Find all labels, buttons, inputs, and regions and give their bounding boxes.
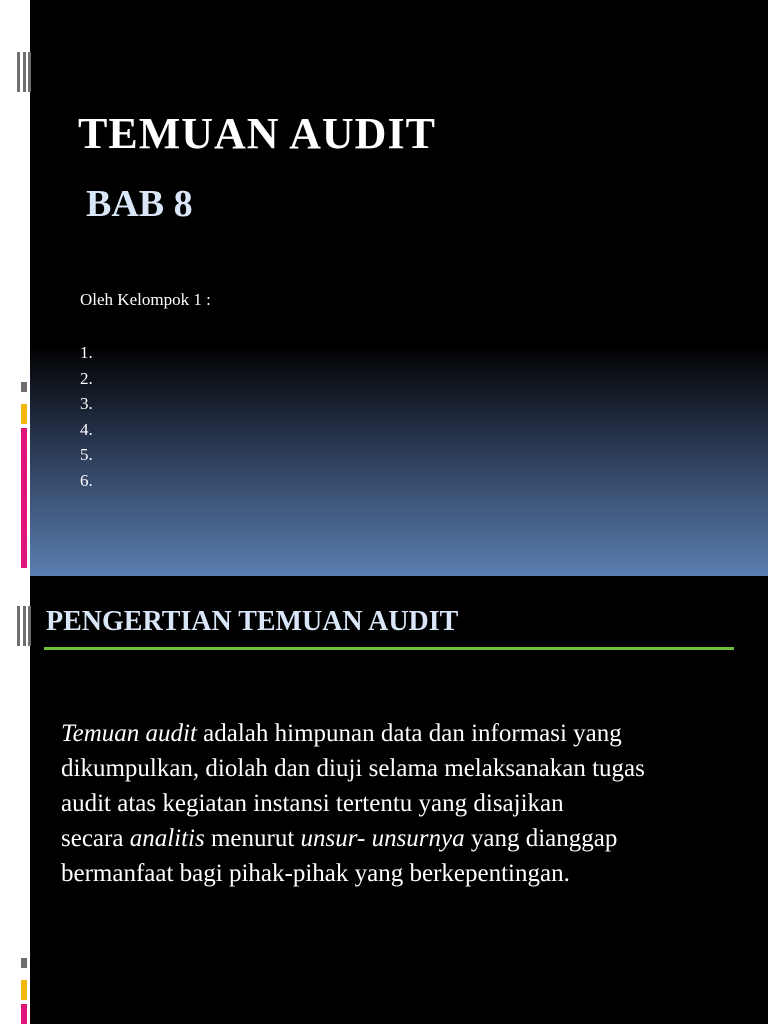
list-item: 3. <box>80 394 93 413</box>
paragraph-line <box>61 716 751 751</box>
text-segment: menurut <box>204 825 301 852</box>
tick-marks-decoration <box>17 606 31 646</box>
accent-bar-gray <box>21 958 27 968</box>
byline: Oleh Kelompok 1 : <box>80 290 211 309</box>
slide-title-heading: TEMUAN AUDIT <box>78 109 436 158</box>
text-segment: secara <box>61 825 130 852</box>
list-item: 5. <box>80 445 93 464</box>
heading-underline <box>44 647 734 650</box>
term-emphasis: unsur- unsurnya <box>300 825 465 852</box>
list-item: 2. <box>80 368 93 388</box>
list-item: 1. <box>80 343 93 362</box>
accent-bar-yellow <box>21 404 27 424</box>
member-list <box>80 340 93 493</box>
slide-definition <box>0 576 768 1024</box>
list-item: 6. <box>80 470 93 490</box>
text-segment: adalah himpunan data dan informasi yang <box>196 720 622 747</box>
accent-bar-gray <box>21 382 27 392</box>
tick-marks-decoration <box>17 52 31 92</box>
term-emphasis: Temuan audit <box>61 720 197 747</box>
accent-bar-pink <box>21 428 27 568</box>
term-emphasis: analitis <box>129 825 205 852</box>
slide-heading: PENGERTIAN TEMUAN AUDIT <box>46 606 459 637</box>
paragraph-line: bermanfaat bagi pihak-pihak yang berkepentingan. <box>61 860 570 887</box>
definition-paragraph <box>61 716 751 891</box>
list-item: 4. <box>80 419 93 439</box>
paragraph-line: dikumpulkan, diolah dan diuji selama melaksanakan tugas <box>61 755 645 782</box>
slide-subtitle: BAB 8 <box>86 183 193 225</box>
text-segment: yang dianggap <box>464 825 618 852</box>
paragraph-line <box>61 821 751 856</box>
accent-bar-yellow <box>21 980 27 1000</box>
accent-bar-pink <box>21 1004 27 1024</box>
paragraph-line: audit atas kegiatan instansi tertentu yang disajikan <box>61 790 564 817</box>
